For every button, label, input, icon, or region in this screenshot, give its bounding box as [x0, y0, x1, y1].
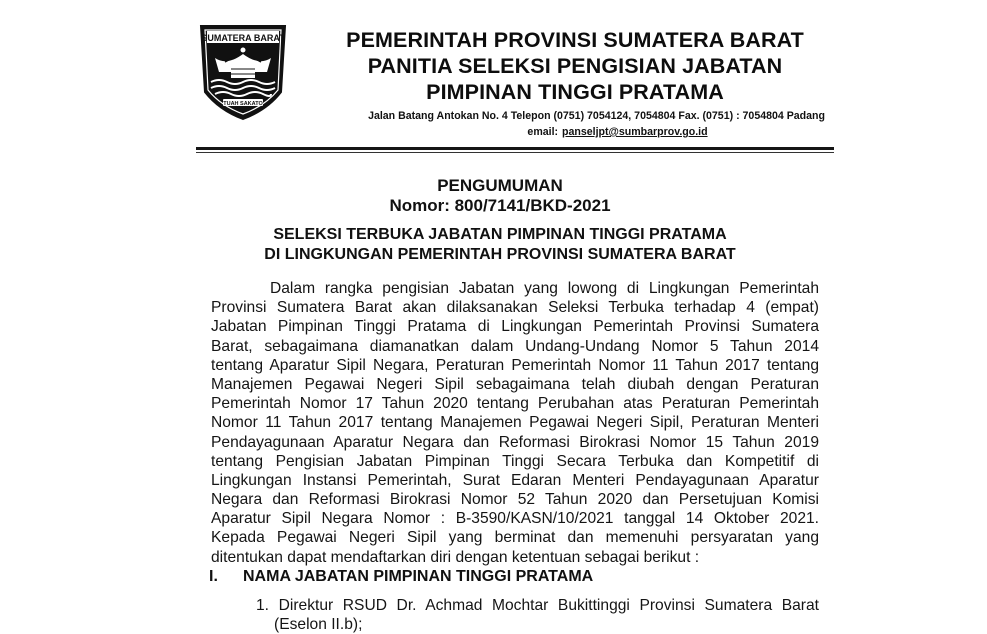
announcement-subject-line-2: DI LINGKUNGAN PEMERINTAH PROVINSI SUMATERA BARAT — [264, 246, 736, 263]
list-item-line-1 — [256, 596, 819, 615]
body-line: Kepada Pegawai Negeri Sipil yang berminat dan memenuhi persyaratan yang — [211, 529, 819, 547]
body-line: Provinsi Sumatera Barat akan dilaksanakan Seleksi Terbuka terhadap 4 (empat) — [211, 299, 819, 317]
emblem-top-text: SUMATERA BARAT — [201, 33, 285, 43]
position-list — [256, 596, 819, 634]
letterhead-title-line-3: PIMPINAN TINGGI PRATAMA — [426, 80, 724, 104]
emblem-bottom-text: TUAH SAKATO — [223, 101, 263, 107]
body-line: Lingkungan Instansi Pemerintah, Surat Edaran Menteri Pendayagunaan Aparatur — [211, 471, 819, 489]
letterhead-divider-thin — [196, 152, 834, 153]
body-line: Nomor 11 Tahun 2017 tentang Manajemen Pegawai Negeri Sipil, Peraturan Menteri — [211, 414, 819, 432]
letterhead-title-line-2: PANITIA SELEKSI PENGISIAN JABATAN — [367, 54, 783, 78]
list-item-number: 1. — [256, 597, 270, 614]
announcement-subject-line-1: SELEKSI TERBUKA JABATAN PIMPINAN TINGGI PRATAMA — [273, 226, 727, 243]
list-item-line-2: (Eselon II.b); — [274, 616, 363, 634]
body-line: tentang Pengisian Jabatan Pimpinan Tinggi Secara Terbuka dan Kompetitif di — [211, 452, 819, 470]
body-line: Pemerintah Nomor 17 Tahun 2020 tentang Perubahan atas Peraturan Pemerintah — [211, 395, 819, 413]
letterhead-title-line-1: PEMERINTAH PROVINSI SUMATERA BARAT — [346, 28, 804, 52]
section-title: NAMA JABATAN PIMPINAN TINGGI PRATAMA — [243, 568, 594, 585]
announcement-heading: PENGUMUMAN — [437, 176, 563, 195]
section-number: I. — [209, 568, 218, 585]
body-line: ditentukan dapat mendaftarkan diri dengan ketentuan sebagai berikut : — [211, 548, 700, 566]
body-paragraph — [211, 279, 819, 567]
list-item — [256, 596, 819, 634]
email-label: email: — [527, 126, 559, 138]
announcement-number: Nomor: 800/7141/BKD-2021 — [389, 196, 611, 215]
body-line: Pendayagunaan Aparatur Negara dan Reformasi Birokrasi Nomor 15 Tahun 2019 — [211, 433, 819, 451]
email-link[interactable]: panseljpt@sumbarprov.go.id — [562, 126, 708, 138]
body-line: Dalam rangka pengisian Jabatan yang lowong di Lingkungan Pemerintah — [270, 280, 819, 297]
body-line: Barat, sebagaimana diamanatkan dalam Undang-Undang Nomor 5 Tahun 2014 — [211, 337, 819, 355]
body-line: Aparatur Sipil Negara Nomor : B-3590/KASN/10/2021 tanggal 14 Oktober 2021. — [211, 510, 819, 528]
body-line: Negara dan Reformasi Birokrasi Nomor 52 Tahun 2020 dan Persetujuan Komisi — [211, 491, 819, 509]
letterhead-email-row — [300, 126, 825, 138]
letterhead-divider-thick — [196, 147, 834, 150]
body-line: Jabatan Pimpinan Tinggi Pratama di Lingkungan Pemerintah Provinsi Sumatera — [211, 318, 819, 336]
body-line: Manajemen Pegawai Negeri Sipil sebagaimana telah diubah dengan Peraturan — [211, 375, 819, 393]
list-item-text: Direktur RSUD Dr. Achmad Mochtar Bukittinggi Provinsi Sumatera Barat — [278, 597, 819, 614]
section-heading — [209, 568, 593, 586]
letterhead-address: Jalan Batang Antokan No. 4 Telepon (0751) 7054124, 7054804 Fax. (0751) : 7054804 Padang — [368, 110, 825, 122]
sumatera-barat-emblem-icon — [197, 22, 289, 122]
body-line: tentang Aparatur Sipil Negara, Peraturan Pemerintah Nomor 11 Tahun 2017 tentang — [211, 356, 819, 374]
